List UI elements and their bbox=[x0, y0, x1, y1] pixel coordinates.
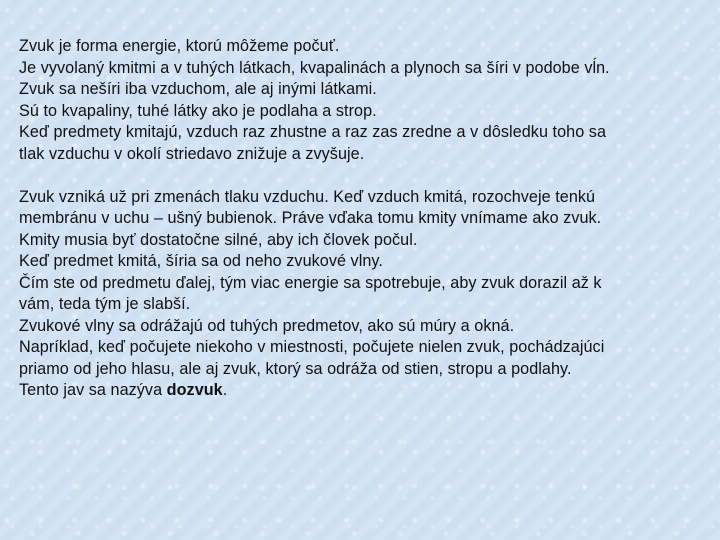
paragraph-1-line-2: Je vyvolaný kmitmi a v tuhých látkach, kvapalinách a plynoch sa šíri v podobe vĺn. bbox=[19, 58, 610, 77]
paragraph-1-line-3: Zvuk sa nešíri iba vzduchom, ale aj inými látkami. bbox=[19, 80, 377, 98]
final-line bbox=[19, 380, 701, 402]
paragraph-1-line-1: Zvuk je forma energie, ktorú môžeme počuť. bbox=[19, 37, 340, 55]
paragraph-2-line-4: Keď predmet kmitá, šíria sa od neho zvukové vlny. bbox=[19, 252, 383, 270]
text-content bbox=[19, 36, 701, 402]
paragraph-1-line-6: tlak vzduchu v okolí striedavo znižuje a zvyšuje. bbox=[19, 144, 365, 163]
final-line-prefix: Tento jav sa nazýva bbox=[19, 381, 167, 399]
paragraph-2-line-9: priamo od jeho hlasu, ale aj zvuk, ktorý sa odráža od stien, stropu a podlahy. bbox=[19, 359, 572, 378]
paragraph-2-line-2: membránu v uchu – ušný bubienok. Práve vďaka tomu kmity vnímame ako zvuk. bbox=[19, 209, 602, 227]
paragraph-2-line-5: Čím ste od predmetu ďalej, tým viac energie sa spotrebuje, aby zvuk dorazil až k bbox=[19, 273, 602, 292]
final-line-suffix: . bbox=[222, 381, 228, 399]
paragraph-2-line-3: Kmity musia byť dostatočne silné, aby ich človek počul. bbox=[19, 230, 418, 249]
paragraph-1-line-5: Keď predmety kmitajú, vzduch raz zhustne a raz zas zredne a v dôsledku toho sa bbox=[19, 123, 607, 141]
paragraph-2-line-8: Napríklad, keď počujete niekoho v miestnosti, počujete nielen zvuk, pochádzajúci bbox=[19, 338, 605, 356]
paragraph-1-line-4: Sú to kvapaliny, tuhé látky ako je podlaha a strop. bbox=[19, 101, 377, 120]
paragraph-2-line-6: vám, teda tým je slabší. bbox=[19, 295, 191, 313]
paragraph-2-line-1: Zvuk vzniká už pri zmenách tlaku vzduchu. Keď vzduch kmitá, rozochveje tenkú bbox=[19, 187, 596, 206]
paragraph-gap bbox=[19, 165, 701, 187]
paragraph-2-line-7: Zvukové vlny sa odrážajú od tuhých predmetov, ako sú múry a okná. bbox=[19, 316, 515, 335]
dozvuk-term: dozvuk bbox=[166, 381, 223, 399]
